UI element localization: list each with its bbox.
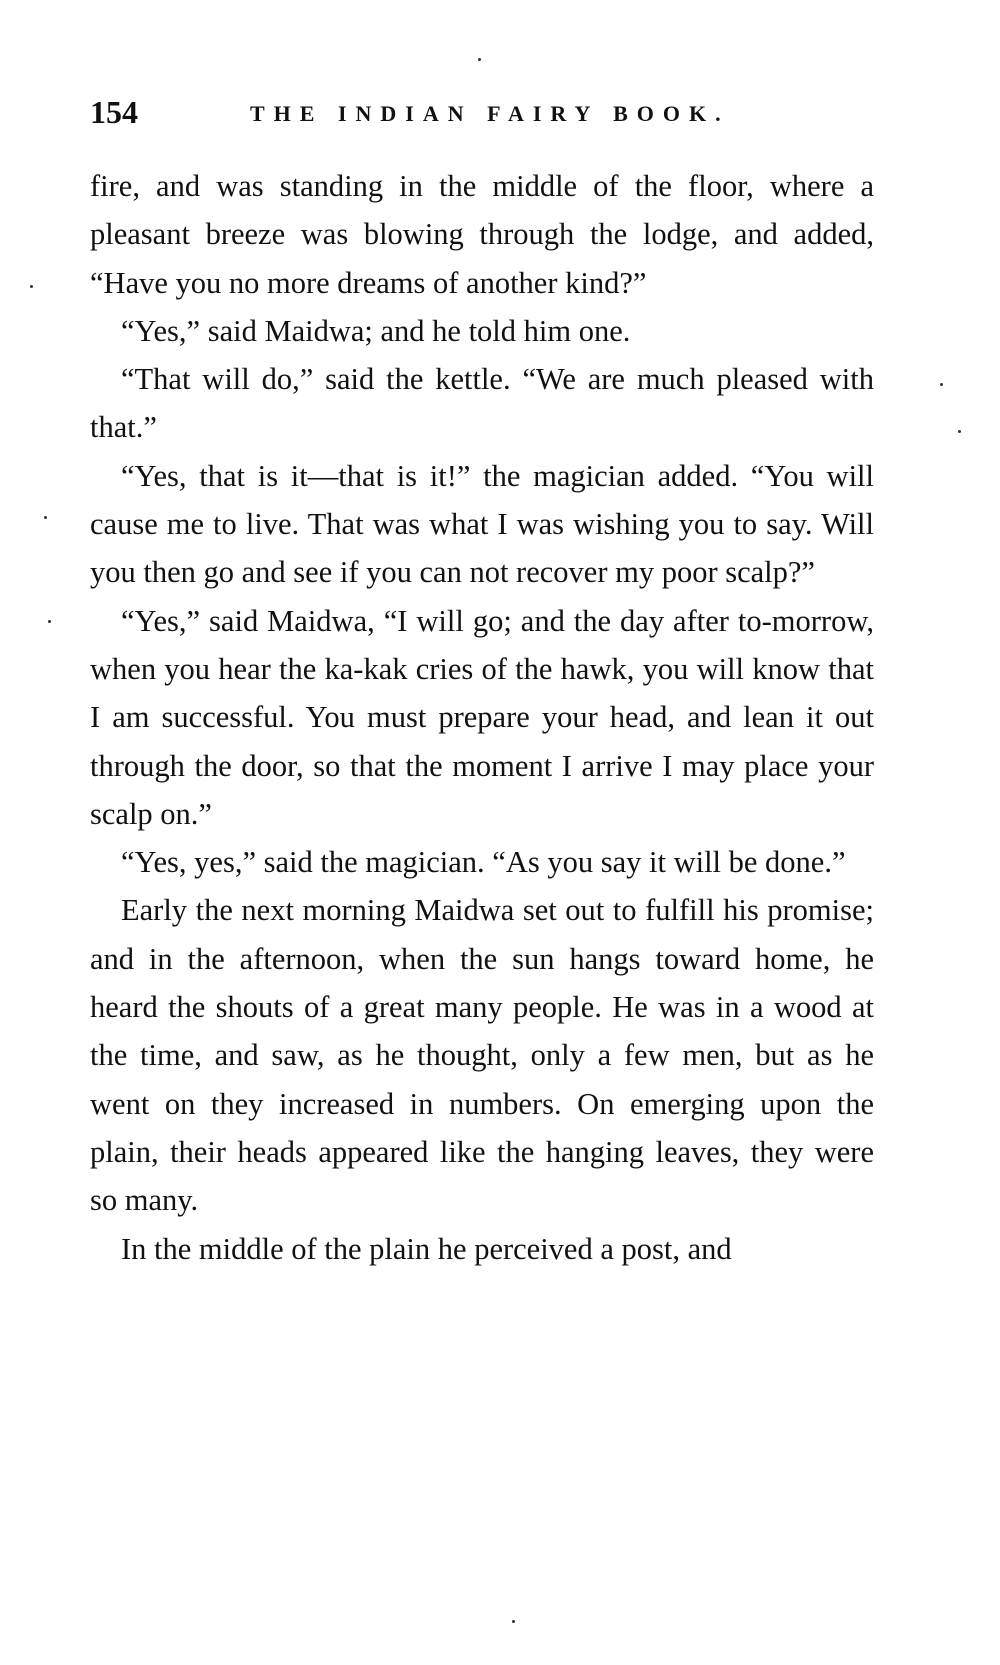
body-text xyxy=(90,162,874,1273)
paragraph-last: In the middle of the plain he perceived a post, and xyxy=(121,1231,732,1266)
page-number: 154 xyxy=(90,94,138,130)
running-title: THE INDIAN FAIRY BOOK. xyxy=(250,101,730,126)
paragraph: “Yes, that is it—that is it!” the magician added. “You will cause me to live. That was what I was wishing you to say. Will you then go and see if you can not recover my poor scalp?” xyxy=(90,458,874,590)
paper-speck xyxy=(30,285,33,288)
paragraph: “Yes, yes,” said the magician. “As you say it will be done.” xyxy=(121,845,846,880)
paragraph-continued: fire, and was standing in the middle of the floor, where a pleasant breeze was blowing through the lodge, and added, “Have you no more dreams of another kind?” xyxy=(90,169,874,300)
page-header xyxy=(90,92,890,132)
paragraph: “Yes,” said Maidwa, “I will go; and the day after to-morrow, when you hear the ka-kak cries of the hawk, you will know that I am successful. You must prepare your head, and lean it out through the door, so that the moment I arrive I may place your scalp on.” xyxy=(90,603,874,831)
paper-speck xyxy=(940,383,943,386)
paragraph: Early the next morning Maidwa set out to fulfill his promise; and in the afternoon, when the sun hangs toward home, he heard the shouts of a great many people. He was in a wood at the time, and saw, as he thought, only a few men, but as he went on they increased in numbers. On emerging upon the plain, their heads appeared like the hanging leaves, they were so many. xyxy=(90,893,874,1218)
paragraph: “Yes,” said Maidwa; and he told him one. xyxy=(121,313,631,348)
paper-speck xyxy=(958,430,961,433)
paper-speck xyxy=(48,620,51,623)
paper-speck xyxy=(512,1620,515,1623)
paper-speck xyxy=(44,516,47,519)
paragraph: “That will do,” said the kettle. “We are much pleased with that.” xyxy=(90,362,874,445)
paper-speck xyxy=(478,58,481,61)
